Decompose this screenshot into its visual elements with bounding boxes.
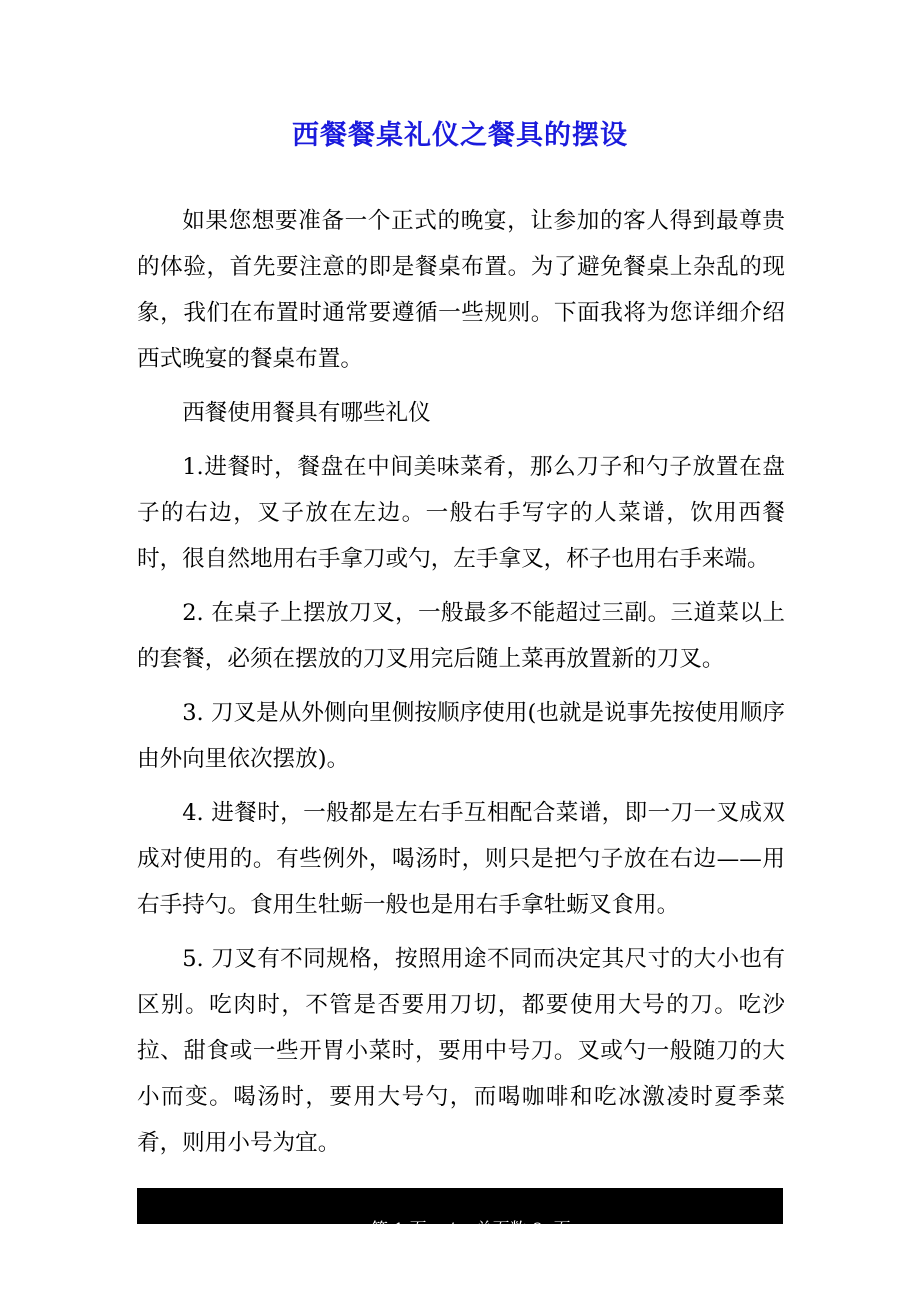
document-title: 西餐餐桌礼仪之餐具的摆设 xyxy=(292,120,628,151)
paragraph-intro: 如果您想要准备一个正式的晚宴，让参加的客人得到最尊贵的体验，首先要注意的即是餐桌布置。为了避免餐桌上杂乱的现象，我们在布置时通常要遵循一些规则。下面我将为您详细介绍西式晚宴的餐桌布置。 xyxy=(137,208,785,372)
paragraph-item-4: 4. 进餐时，一般都是左右手互相配合菜谱，即一刀一叉成双成对使用的。有些例外，喝汤时，则只是把勺子放在右边——用右手持勺。食用生牡蛎一般也是用右手拿牡蛎叉食用。 xyxy=(137,800,785,918)
paragraph-item-5: 5. 刀叉有不同规格，按照用途不同而决定其尺寸的大小也有区别。吃肉时，不管是否要用刀切，都要使用大号的刀。吃沙拉、甜食或一些开胃小菜时，要用中号刀。叉或勺一般随刀的大小而变。喝汤时，要用大号勺，而喝咖啡和吃冰激凌时夏季菜肴，则用小号为宜。 xyxy=(137,946,785,1156)
paragraph-item-2: 2. 在桌子上摆放刀叉，一般最多不能超过三副。三道菜以上的套餐，必须在摆放的刀叉用完后随上菜再放置新的刀叉。 xyxy=(137,600,785,672)
document-body xyxy=(137,198,785,1174)
paragraph-subheading: 西餐使用餐具有哪些礼仪 xyxy=(182,400,431,426)
page-footer xyxy=(137,1188,783,1240)
paragraph-item-1: 1.进餐时，餐盘在中间美味菜肴，那么刀子和勺子放置在盘子的右边，叉子放在左边。一般右手写字的人菜谱，饮用西餐时，很自然地用右手拿刀或勺，左手拿叉，杯子也用右手来端。 xyxy=(137,454,785,572)
paragraph-item-3: 3. 刀叉是从外侧向里侧按顺序使用(也就是说事先按使用顺序由外向里依次摆放)。 xyxy=(137,700,785,772)
page-number-label: 第 1 页 / 总页数 8 页 xyxy=(371,1220,571,1240)
